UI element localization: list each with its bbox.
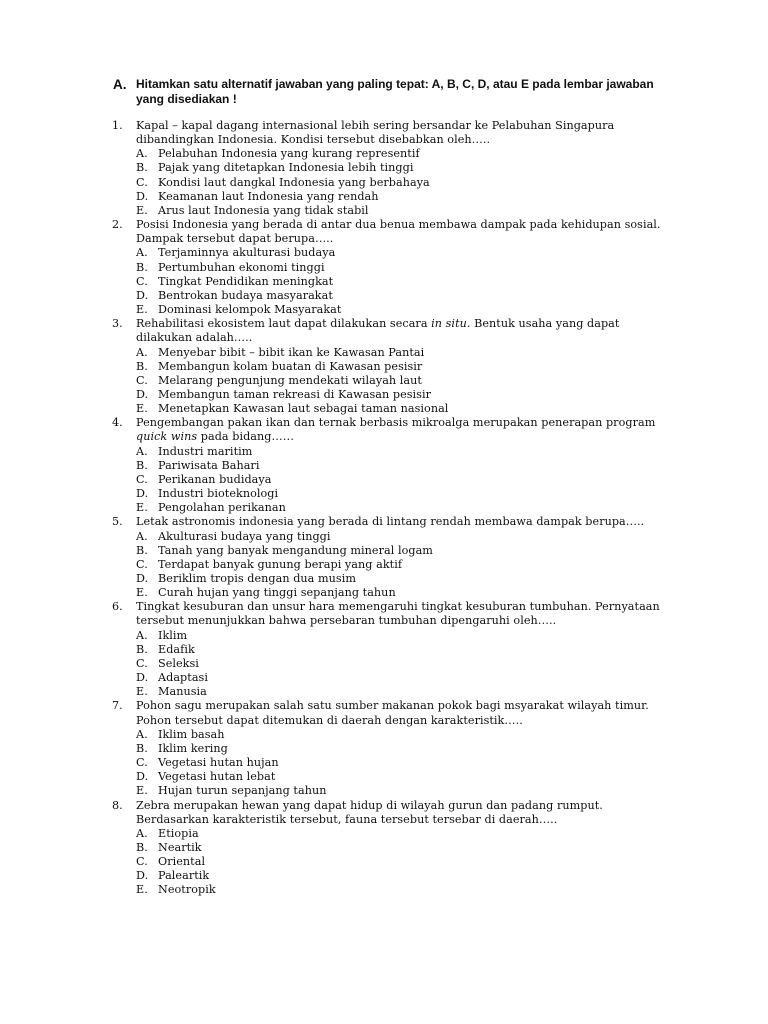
option-text: Menyebar bibit – bibit ikan ke Kawasan Pantai — [158, 345, 425, 359]
question-number: 2. — [112, 218, 123, 232]
option-text: Bentrokan budaya masyarakat — [158, 288, 333, 302]
option-letter: B. — [136, 359, 148, 373]
option-list — [136, 246, 682, 317]
question-number: 3. — [112, 317, 123, 331]
option-c — [136, 558, 682, 572]
option-text: Industri bioteknologi — [158, 487, 279, 501]
option-letter: B. — [136, 543, 148, 557]
option-letter: E. — [136, 685, 148, 699]
option-e — [136, 883, 682, 897]
option-text: Neotropik — [158, 883, 216, 897]
option-letter: C. — [136, 656, 148, 670]
option-letter: B. — [136, 161, 148, 175]
question-4 — [112, 416, 682, 515]
question-1 — [112, 119, 682, 218]
option-letter: A. — [136, 345, 148, 359]
option-a — [136, 445, 682, 459]
option-letter: E. — [136, 203, 148, 217]
option-c — [136, 855, 682, 869]
option-list — [136, 147, 682, 218]
option-letter: D. — [136, 671, 149, 685]
option-letter: C. — [136, 274, 148, 288]
option-text: Industri maritim — [158, 444, 253, 458]
option-letter: C. — [136, 557, 148, 571]
question-text-line-1: Posisi Indonesia yang berada di antar dua benua membawa dampak pada kehidupan sosial. — [136, 218, 661, 232]
question-text-line-2: dilakukan adalah….. — [136, 331, 253, 345]
option-c — [136, 657, 682, 671]
option-text: Dominasi kelompok Masyarakat — [158, 303, 342, 317]
question-number: 8. — [112, 798, 123, 812]
option-letter: B. — [136, 642, 148, 656]
option-c — [136, 473, 682, 487]
option-letter: D. — [136, 487, 149, 501]
question-text-segment: Rehabilitasi ekosistem laut dapat dilakukan secara — [136, 317, 432, 331]
option-text: Pengolahan perikanan — [158, 501, 286, 515]
option-text: Hujan turun sepanjang tahun — [158, 784, 327, 798]
question-number: 6. — [112, 600, 123, 614]
question-text-line-1: Pohon sagu merupakan salah satu sumber makanan pokok bagi msyarakat wilayah timur. — [136, 699, 649, 713]
option-text: Tanah yang banyak mengandung mineral logam — [158, 543, 433, 557]
section-letter: A. — [113, 77, 127, 92]
option-letter: A. — [136, 628, 148, 642]
option-d — [136, 770, 682, 784]
option-text: Arus laut Indonesia yang tidak stabil — [158, 203, 369, 217]
option-b — [136, 643, 682, 657]
option-text: Adaptasi — [158, 671, 208, 685]
option-letter: E. — [136, 586, 148, 600]
option-text: Curah hujan yang tinggi sepanjang tahun — [158, 586, 396, 600]
option-list — [136, 530, 682, 601]
option-b — [136, 841, 682, 855]
option-text: Membangun taman rekreasi di Kawasan pesisir — [158, 387, 431, 401]
question-text-line-2 — [136, 430, 682, 444]
option-c — [136, 374, 682, 388]
option-text: Terjaminnya akulturasi budaya — [158, 246, 336, 260]
option-e — [136, 586, 682, 600]
option-letter: A. — [136, 529, 148, 543]
question-text-italic: quick wins — [136, 430, 198, 444]
option-d — [136, 869, 682, 883]
option-letter: A. — [136, 727, 148, 741]
option-a — [136, 246, 682, 260]
option-letter: B. — [136, 840, 148, 854]
question-number: 5. — [112, 515, 123, 529]
option-letter: A. — [136, 147, 148, 161]
option-a — [136, 629, 682, 643]
question-text-line-1 — [136, 317, 682, 331]
option-text: Neartik — [158, 840, 202, 854]
option-a — [136, 728, 682, 742]
option-text: Pelabuhan Indonesia yang kurang representif — [158, 147, 420, 161]
option-letter: E. — [136, 784, 148, 798]
option-text: Beriklim tropis dengan dua musim — [158, 572, 356, 585]
question-number: 1. — [112, 119, 123, 132]
question-number: 4. — [112, 416, 123, 430]
option-text: Pariwisata Bahari — [158, 458, 260, 472]
option-letter: C. — [136, 175, 148, 189]
option-text: Vegetasi hutan hujan — [158, 756, 279, 770]
option-e — [136, 204, 682, 218]
option-a — [136, 827, 682, 841]
option-letter: A. — [136, 826, 148, 840]
option-d — [136, 572, 682, 586]
option-d — [136, 671, 682, 685]
option-letter: B. — [136, 458, 148, 472]
option-d — [136, 190, 682, 204]
question-list — [112, 119, 682, 898]
question-text-segment: pada bidang…… — [197, 430, 294, 444]
option-text: Manusia — [158, 685, 207, 699]
option-e — [136, 685, 682, 699]
option-d — [136, 289, 682, 303]
question-text-line-2: Pohon tersebut dapat ditemukan di daerah dengan karakteristik….. — [136, 713, 523, 727]
option-text: Seleksi — [158, 656, 199, 670]
option-b — [136, 742, 682, 756]
question-5 — [112, 515, 682, 600]
option-text: Pajak yang ditetapkan Indonesia lebih tinggi — [158, 161, 414, 175]
option-e — [136, 784, 682, 798]
option-list — [136, 728, 682, 799]
question-number: 7. — [112, 699, 123, 713]
question-text-line-1: Kapal – kapal dagang internasional lebih sering bersandar ke Pelabuhan Singapura — [136, 119, 615, 132]
option-text: Membangun kolam buatan di Kawasan pesisir — [158, 359, 423, 373]
option-text: Oriental — [158, 855, 206, 869]
question-6 — [112, 600, 682, 699]
option-letter: D. — [136, 189, 149, 203]
question-text-line-2: tersebut menunjukkan bahwa persebaran tumbuhan dipengaruhi oleh….. — [136, 614, 557, 628]
option-text: Iklim kering — [158, 741, 228, 755]
option-b — [136, 544, 682, 558]
option-letter: D. — [136, 869, 149, 883]
question-text-line-1: Tingkat kesuburan dan unsur hara memengaruhi tingkat kesuburan tumbuhan. Pernyataan — [136, 600, 660, 614]
option-letter: E. — [136, 402, 148, 416]
option-text: Etiopia — [158, 826, 199, 840]
question-8 — [112, 799, 682, 898]
option-text: Kondisi laut dangkal Indonesia yang berbahaya — [158, 175, 430, 189]
option-letter: B. — [136, 741, 148, 755]
option-c — [136, 756, 682, 770]
option-letter: D. — [136, 387, 149, 401]
option-list — [136, 445, 682, 516]
question-text-segment: . Bentuk usaha yang dapat — [466, 317, 620, 331]
option-letter: D. — [136, 572, 149, 585]
option-text: Vegetasi hutan lebat — [158, 770, 276, 784]
question-text-line-1: Letak astronomis indonesia yang berada di lintang rendah membawa dampak berupa….. — [136, 515, 645, 529]
option-text: Iklim — [158, 628, 188, 642]
option-text: Pertumbuhan ekonomi tinggi — [158, 260, 325, 274]
option-letter: C. — [136, 472, 148, 486]
option-letter: E. — [136, 303, 148, 317]
option-letter: D. — [136, 770, 149, 784]
option-d — [136, 487, 682, 501]
option-letter: E. — [136, 883, 148, 897]
question-text-line-1: Pengembangan pakan ikan dan ternak berbasis mikroalga merupakan penerapan program — [136, 416, 656, 430]
option-text: Melarang pengunjung mendekati wilayah laut — [158, 373, 422, 387]
option-text: Menetapkan Kawasan laut sebagai taman nasional — [158, 402, 449, 416]
option-text: Terdapat banyak gunung berapi yang aktif — [158, 557, 403, 571]
question-text-line-1: Zebra merupakan hewan yang dapat hidup di wilayah gurun dan padang rumput. — [136, 798, 603, 812]
option-text: Edafik — [158, 642, 195, 656]
option-b — [136, 360, 682, 374]
option-a — [136, 147, 682, 161]
section-instruction-line-1: Hitamkan satu alternatif jawaban yang paling tepat: A, B, C, D, atau E pada lembar jawaban — [136, 77, 654, 91]
option-text: Iklim basah — [158, 727, 225, 741]
option-text: Tingkat Pendidikan meningkat — [158, 274, 334, 288]
option-letter: C. — [136, 373, 148, 387]
option-text: Akulturasi budaya yang tinggi — [158, 529, 331, 543]
question-text-line-2: Berdasarkan karakteristik tersebut, fauna tersebut tersebar di daerah….. — [136, 812, 558, 826]
section-instruction-line-2: yang disediakan ! — [136, 92, 237, 106]
option-list — [136, 629, 682, 700]
question-7 — [112, 699, 682, 798]
option-letter: C. — [136, 855, 148, 869]
option-text: Perikanan budidaya — [158, 472, 272, 486]
option-c — [136, 275, 682, 289]
question-text-italic: in situ — [431, 317, 467, 331]
option-b — [136, 459, 682, 473]
question-2 — [112, 218, 682, 317]
option-c — [136, 176, 682, 190]
question-text-line-2: Dampak tersebut dapat berupa….. — [136, 232, 334, 246]
option-d — [136, 388, 682, 402]
option-a — [136, 346, 682, 360]
option-letter: C. — [136, 756, 148, 770]
option-e — [136, 303, 682, 317]
option-e — [136, 402, 682, 416]
option-text: Keamanan laut Indonesia yang rendah — [158, 189, 379, 203]
option-letter: A. — [136, 246, 148, 260]
option-list — [136, 346, 682, 417]
option-e — [136, 501, 682, 515]
option-b — [136, 161, 682, 175]
option-letter: A. — [136, 444, 148, 458]
option-list — [136, 827, 682, 898]
question-text-line-2: dibandingkan Indonesia. Kondisi tersebut disebabkan oleh….. — [136, 133, 491, 147]
option-text: Paleartik — [158, 869, 210, 883]
option-a — [136, 530, 682, 544]
option-letter: D. — [136, 288, 149, 302]
option-b — [136, 261, 682, 275]
question-3 — [112, 317, 682, 416]
option-letter: B. — [136, 260, 148, 274]
section-header — [113, 77, 673, 107]
option-letter: E. — [136, 501, 148, 515]
